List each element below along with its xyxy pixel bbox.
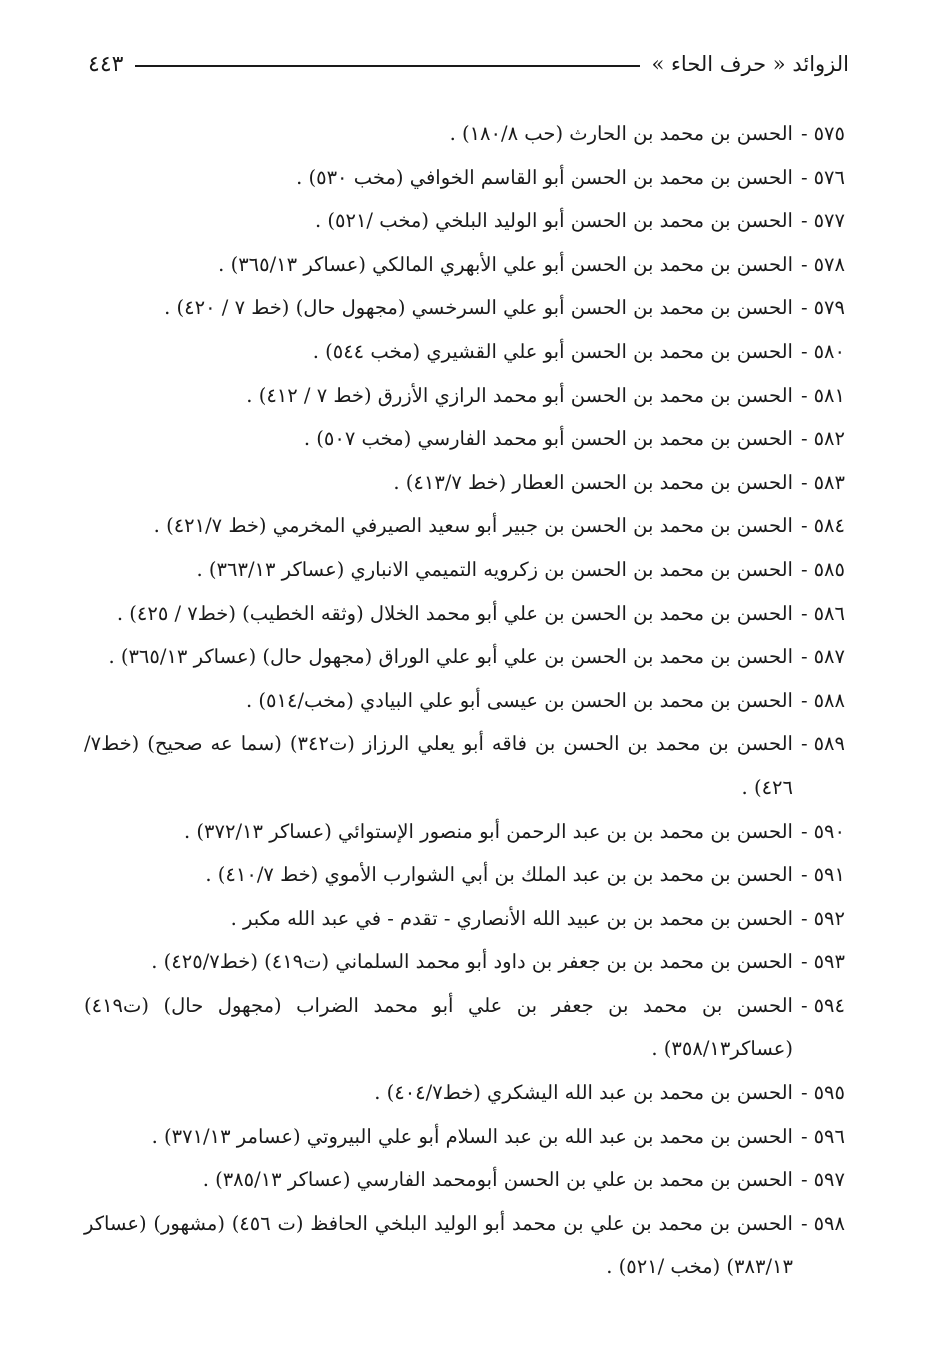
entry-18 bbox=[84, 897, 845, 941]
page-number: ٤٤٣ bbox=[88, 51, 124, 77]
entry-number: ٥٨٧ bbox=[813, 645, 845, 669]
entry-19 bbox=[84, 940, 845, 984]
entry-number: ٥٩٣ bbox=[813, 950, 845, 974]
entry-dash: - bbox=[800, 601, 808, 625]
entry-dash: - bbox=[800, 470, 808, 494]
entry-dash: - bbox=[800, 1168, 808, 1192]
entry-number: ٥٨٩ bbox=[813, 732, 845, 756]
entry-dash: - bbox=[800, 165, 808, 189]
entry-number: ٥٨٠ bbox=[813, 339, 845, 363]
entry-text: الحسن بن محمد بن الحسن بن جبير أبو سعيد الصيرفي المخرمي (خط ٤٢١/٧) . bbox=[153, 514, 793, 538]
entry-11 bbox=[84, 548, 845, 592]
entry-text: الحسن بن محمد بن الحسن أبو محمد الرازي الأزرق (خط ٧ / ٤١٢) . bbox=[246, 383, 793, 407]
entry-9 bbox=[84, 461, 845, 505]
entry-text: الحسن بن محمد بن بن عبد الرحمن أبو منصور الإستوائي (عساكر ٣٧٢/١٣) . bbox=[184, 819, 793, 843]
entry-5 bbox=[84, 286, 845, 330]
entry-text: الحسن بن محمد بن الحسن أبو محمد الفارسي (مخب ٥٠٧) . bbox=[303, 427, 793, 451]
entry-1 bbox=[84, 112, 845, 156]
entry-dash: - bbox=[800, 1124, 808, 1148]
entry-dash: - bbox=[800, 863, 808, 887]
entry-number: ٥٨٦ bbox=[813, 601, 845, 625]
entry-text: الحسن بن محمد بن علي بن محمد أبو الوليد البلخي الحافظ (ت ٤٥٦) (مشهور) (عساكر ٣٨٣/١٣) (مخب /٥٢١) . bbox=[84, 1211, 793, 1279]
entry-8 bbox=[84, 417, 845, 461]
entry-dash: - bbox=[800, 122, 808, 145]
entry-dash: - bbox=[800, 383, 808, 407]
entry-dash: - bbox=[800, 732, 808, 756]
entry-16 bbox=[84, 810, 845, 854]
entry-text: الحسن بن محمد بن الحسن أبو علي الأبهري المالكي (عساكر ٣٦٥/١٣) . bbox=[218, 252, 793, 276]
entry-10 bbox=[84, 504, 845, 548]
entry-number: ٥٨٣ bbox=[813, 470, 845, 494]
entry-number: ٥٨١ bbox=[813, 383, 845, 407]
entry-dash: - bbox=[800, 1081, 808, 1105]
entry-text: الحسن بن محمد بن الحسن أبو الوليد البلخي (مخب /٥٢١) . bbox=[314, 209, 793, 233]
entry-number: ٥٩٤ bbox=[813, 993, 845, 1017]
running-title: الزوائد « حرف الحاء » bbox=[651, 52, 849, 76]
entry-number: ٥٩٥ bbox=[813, 1081, 845, 1105]
entry-number: ٥٩١ bbox=[813, 863, 845, 887]
entry-number: ٥٨٢ bbox=[813, 427, 845, 451]
entry-dash: - bbox=[800, 514, 808, 538]
entries-list bbox=[84, 112, 845, 1289]
entry-23 bbox=[84, 1158, 845, 1202]
entry-number: ٥٩٧ bbox=[813, 1168, 845, 1192]
entry-text: الحسن بن محمد بن الحسن أبو علي السرخسي (مجهول حال) (خط ٧ / ٤٢٠) . bbox=[164, 296, 793, 320]
entry-17 bbox=[84, 853, 845, 897]
entry-text: الحسن بن محمد بن الحسن بن فاقه أبو يعلي الرزاز (ت٣٤٢) (سما عه صحيح) (خط٧/ ٤٢٦) . bbox=[84, 732, 793, 799]
entry-15 bbox=[84, 722, 845, 809]
entry-dash: - bbox=[800, 427, 808, 451]
entry-6 bbox=[84, 330, 845, 374]
entry-dash: - bbox=[800, 688, 808, 712]
entry-text: الحسن بن محمد بن الحسن بن علي أبو علي الوراق (مجهول حال) (عساكر ٣٦٥/١٣) . bbox=[108, 645, 793, 669]
header-rule bbox=[135, 65, 639, 67]
entry-22 bbox=[84, 1115, 845, 1159]
entry-number: ٥٨٤ bbox=[813, 514, 845, 538]
entry-text: الحسن بن محمد بن بن جعفر بن داود أبو محمد السلماني (ت٤١٩) (خط٤٢٥/٧) . bbox=[151, 950, 793, 974]
entry-dash: - bbox=[800, 1211, 808, 1235]
entry-number: ٥٨٥ bbox=[813, 557, 845, 581]
entry-number: ٥٧٨ bbox=[813, 252, 845, 276]
entry-dash: - bbox=[800, 950, 808, 974]
entry-text: الحسن بن محمد بن الحسن أبو علي القشيري (مخب ٥٤٤) . bbox=[312, 339, 793, 363]
entry-24 bbox=[84, 1202, 845, 1289]
entry-number: ٥٧٧ bbox=[813, 209, 845, 233]
entry-text: الحسن بن محمد بن عبد الله اليشكري (خط٤٠٤/٧) . bbox=[374, 1081, 793, 1105]
entry-dash: - bbox=[800, 993, 808, 1017]
entry-dash: - bbox=[800, 252, 808, 276]
entry-dash: - bbox=[800, 819, 808, 843]
entry-3 bbox=[84, 199, 845, 243]
entry-dash: - bbox=[800, 557, 808, 581]
entry-text: الحسن بن محمد بن الحسن بن زكرويه التميمي الانباري (عساكر ٣٦٣/١٣) . bbox=[196, 557, 793, 581]
entry-text: الحسن بن محمد بن الحارث (حب ١٨٠/٨) . bbox=[449, 122, 793, 145]
entry-number: ٥٩٢ bbox=[813, 906, 845, 930]
entry-number: ٥٧٩ bbox=[813, 296, 845, 320]
entry-dash: - bbox=[800, 906, 808, 930]
entry-text: الحسن بن محمد بن الحسن بن علي أبو محمد الخلال (وثقه الخطيب) (خط٧ / ٤٢٥) . bbox=[116, 601, 793, 625]
entry-text: الحسن بن محمد بن علي بن الحسن أبومحمد الفارسي (عساكر ٣٨٥/١٣) . bbox=[202, 1168, 793, 1192]
entry-dash: - bbox=[800, 339, 808, 363]
entry-12 bbox=[84, 592, 845, 636]
entry-14 bbox=[84, 679, 845, 723]
page-header bbox=[88, 44, 849, 84]
entry-text: الحسن بن محمد بن جعفر بن علي أبو محمد الضراب (مجهول حال) (ت٤١٩) (عساكر٣٥٨/١٣) . bbox=[84, 993, 793, 1061]
entry-7 bbox=[84, 374, 845, 418]
entry-text: الحسن بن محمد بن الحسن بن عيسى أبو علي البيادي (مخب/٥١٤) . bbox=[246, 688, 793, 712]
entry-number: ٥٩٠ bbox=[813, 819, 845, 843]
entry-number: ٥٩٨ bbox=[813, 1211, 845, 1235]
entry-dash: - bbox=[800, 645, 808, 669]
entry-20 bbox=[84, 984, 845, 1071]
entry-number: ٥٧٥ bbox=[813, 122, 845, 145]
entry-number: ٥٨٨ bbox=[813, 688, 845, 712]
entry-text: الحسن بن محمد بن عبد الله بن عبد السلام أبو علي البيروتي (عسامر ٣٧١/١٣) . bbox=[151, 1124, 793, 1148]
entry-text: الحسن بن محمد بن الحسن أبو القاسم الخوافي (مخب ٥٣٠) . bbox=[296, 165, 793, 189]
entry-text: الحسن بن محمد بن الحسن العطار (خط ٤١٣/٧) . bbox=[393, 470, 793, 494]
entry-2 bbox=[84, 156, 845, 200]
entry-21 bbox=[84, 1071, 845, 1115]
entry-dash: - bbox=[800, 296, 808, 320]
entry-number: ٥٧٦ bbox=[813, 165, 845, 189]
entry-text: الحسن بن محمد بن بن عبد الملك بن أبي الشوارب الأموي (خط ٤١٠/٧) . bbox=[205, 863, 793, 887]
entry-number: ٥٩٦ bbox=[813, 1124, 845, 1148]
entry-13 bbox=[84, 635, 845, 679]
entry-dash: - bbox=[800, 209, 808, 233]
entry-4 bbox=[84, 243, 845, 287]
entry-text: الحسن بن محمد بن بن عبيد الله الأنصاري - تقدم - في عبد الله مكبر . bbox=[230, 906, 793, 930]
